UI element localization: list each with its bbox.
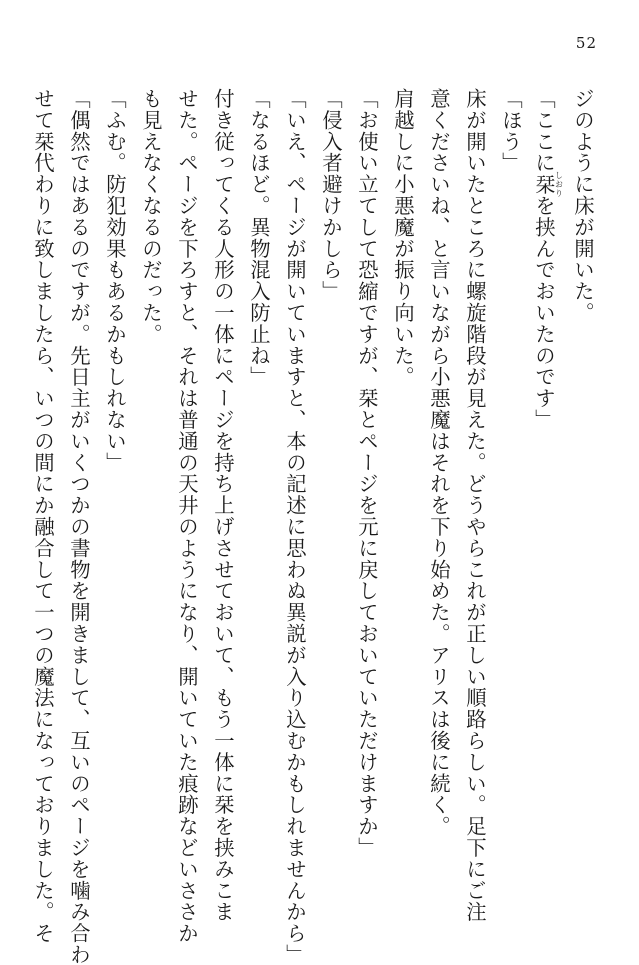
text-line: 「いえ、ページが開いていますと、本の記述に思わぬ異説が入り込むかもしれませんから」 xyxy=(283,88,307,965)
ruby-base: 栞 xyxy=(532,170,556,198)
text-line: 肩越しに小悪魔が振り向いた。 xyxy=(391,88,415,388)
text-line: も見えなくなるのだった。 xyxy=(139,88,163,345)
ruby-annotation xyxy=(532,170,564,198)
text-segment: 「ここに xyxy=(532,88,556,174)
text-line: 「侵入者避けかしら」 xyxy=(319,88,343,302)
text-line: せた。ページを下ろすと、それは普通の天井のようになり、開いていた痕跡などいささか xyxy=(175,88,199,944)
text-line: 「偶然ではあるのですが。先日主がいくつかの書物を開きまして、互いのページを噛み合わ xyxy=(67,88,91,965)
text-line: 「ふむ。防犯効果もあるかもしれない」 xyxy=(103,88,127,474)
text-line: せて栞代わりに致しましたら、いつの間にか融合して一つの魔法になっておりました。そ xyxy=(31,88,55,944)
page-number: 52 xyxy=(575,34,597,52)
text-line: 付き従ってくる人形の一体にページを持ち上げさせておいて、もう一体に栞を挟みこま xyxy=(211,88,235,923)
text-line: 意くださいね、と言いながら小悪魔はそれを下り始めた。アリスは後に続く。 xyxy=(427,88,451,837)
text-line-with-ruby xyxy=(531,88,563,848)
text-line: 「なるほど。異物混入防止ね」 xyxy=(247,88,271,388)
text-line: 「お使い立てして恐縮ですが、栞とページを元に戻しておいていただけますか」 xyxy=(355,88,379,859)
text-line: 「ほう」 xyxy=(499,88,523,174)
text-segment: を挟んでおいたのです」 xyxy=(532,195,556,431)
ruby-reading: しおり xyxy=(554,170,564,198)
body-text xyxy=(27,88,599,965)
text-line: 床が開いたところに螺旋階段が見えた。どうやらこれが正しい順路らしい。足下にご注 xyxy=(463,88,487,923)
text-line: ジのように床が開いた。 xyxy=(571,88,595,324)
